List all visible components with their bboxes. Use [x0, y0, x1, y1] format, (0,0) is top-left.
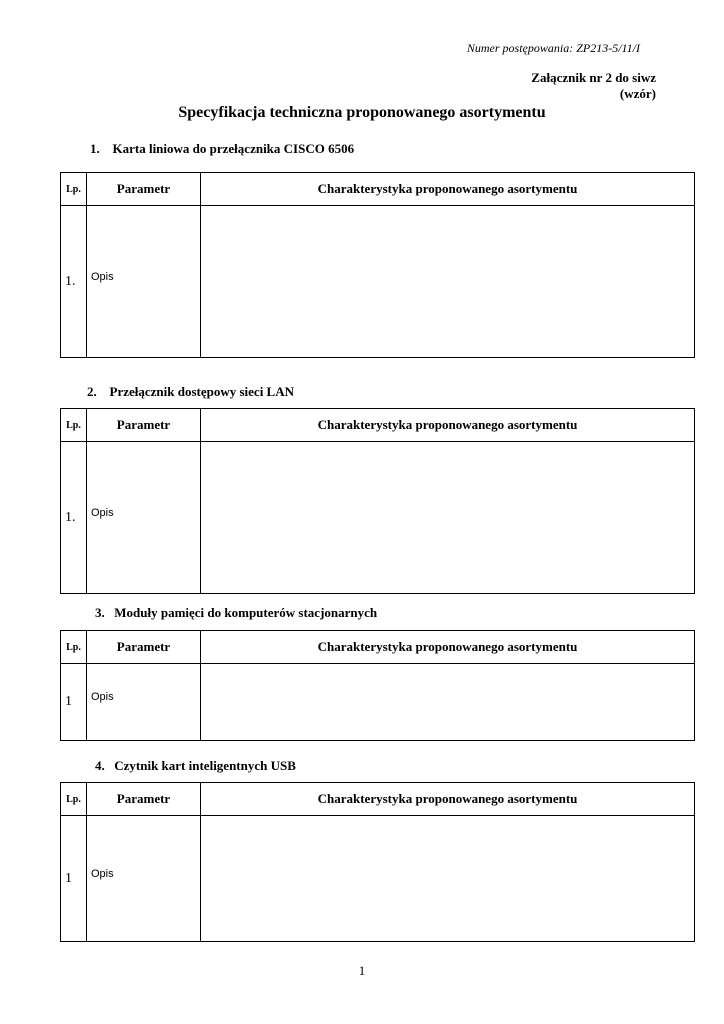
- section-title: Karta liniowa do przełącznika CISCO 6506: [112, 141, 355, 156]
- section-heading-1: [90, 141, 354, 157]
- row-param: Opis: [87, 206, 201, 358]
- lp-header: Lp.: [61, 173, 87, 206]
- section-heading-2: [87, 384, 294, 400]
- section-heading-4: [95, 758, 296, 774]
- section-title: Przełącznik dostępowy sieci LAN: [109, 384, 295, 399]
- lp-header: Lp.: [61, 783, 87, 816]
- section-number: 4.: [95, 758, 105, 773]
- table-header-row: [61, 409, 695, 442]
- section-number: 3.: [95, 605, 105, 620]
- section-heading-3: [95, 605, 377, 621]
- annex-line-1: Załącznik nr 2 do siwz: [531, 70, 656, 85]
- param-header: Parametr: [87, 409, 201, 442]
- table-header-row: [61, 631, 695, 664]
- param-header: Parametr: [87, 631, 201, 664]
- characteristics-input-cell[interactable]: [201, 442, 695, 594]
- row-param: Opis: [87, 816, 201, 942]
- characteristics-header: Charakterystyka proponowanego asortymentu: [201, 173, 695, 206]
- characteristics-input-cell[interactable]: [201, 664, 695, 741]
- table-row: [61, 206, 695, 358]
- characteristics-input-cell[interactable]: [201, 206, 695, 358]
- section-number: 1.: [90, 141, 100, 156]
- param-header: Parametr: [87, 783, 201, 816]
- row-lp: 1.: [61, 206, 87, 358]
- table-header-row: [61, 783, 695, 816]
- characteristics-header: Charakterystyka proponowanego asortymentu: [201, 783, 695, 816]
- table-header-row: [61, 173, 695, 206]
- row-param: Opis: [87, 442, 201, 594]
- document-title: Specyfikacja techniczna proponowanego asortymentu: [178, 104, 546, 121]
- annex-label: [531, 70, 656, 102]
- row-lp: 1.: [61, 442, 87, 594]
- spec-table-1: [60, 172, 695, 358]
- table-row: [61, 664, 695, 741]
- page-number: 1: [358, 963, 366, 978]
- section-number: 2.: [87, 384, 97, 399]
- table-row: [61, 816, 695, 942]
- spec-table-3: [60, 630, 695, 741]
- characteristics-header: Charakterystyka proponowanego asortymentu: [201, 631, 695, 664]
- row-param: Opis: [87, 664, 201, 741]
- section-title: Moduły pamięci do komputerów stacjonarnych: [114, 605, 378, 620]
- characteristics-header: Charakterystyka proponowanego asortymentu: [201, 409, 695, 442]
- section-title: Czytnik kart inteligentnych USB: [114, 758, 296, 773]
- param-header: Parametr: [87, 173, 201, 206]
- row-lp: 1: [61, 664, 87, 741]
- lp-header: Lp.: [61, 409, 87, 442]
- spec-table-2: [60, 408, 695, 594]
- row-lp: 1: [61, 816, 87, 942]
- case-number: Numer postępowania: ZP213-5/11/I: [466, 41, 640, 55]
- spec-table-4: [60, 782, 695, 942]
- characteristics-input-cell[interactable]: [201, 816, 695, 942]
- annex-line-2: (wzór): [619, 86, 656, 101]
- lp-header: Lp.: [61, 631, 87, 664]
- table-row: [61, 442, 695, 594]
